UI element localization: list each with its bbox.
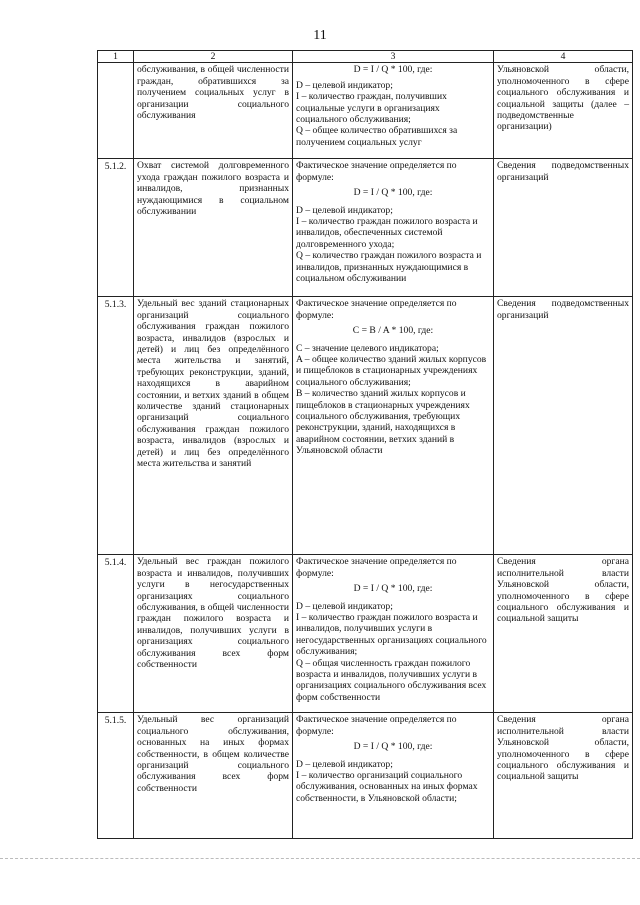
header-col-4: 4 (494, 51, 633, 63)
formula: D = I / Q * 100, где: (353, 187, 433, 199)
definition: B – количество зданий жилых корпусов и пищеблоков в стационарных учреждениях социального обслуживания, требующих реконструкции, зданий, находящихся в аварийном состоянии, ветхих зданий в Ульяновской области (296, 388, 470, 457)
table-row (98, 159, 633, 297)
definition: Q – общее количество обратившихся за получением социальных услуг (296, 125, 458, 148)
definition: I – количество граждан, получивших социальные услуги в организациях социального обслуживания; (296, 91, 447, 126)
table-row (98, 63, 633, 159)
method-cell (293, 713, 494, 839)
row-number: 5.1.5. (98, 713, 134, 839)
method-cell (293, 159, 494, 297)
definition: I – количество граждан пожилого возраста и инвалидов, получивших услуги в негосударственных организациях социального обслуживания; (296, 612, 487, 658)
page-number: 11 (313, 28, 327, 43)
formula: D = I / Q * 100, где: (353, 64, 433, 76)
formula: C = B / A * 100, где: (352, 325, 434, 337)
method-cell (293, 297, 494, 555)
source-text: Сведения подведомственных организаций (494, 159, 633, 297)
indicator-text: Удельный вес граждан пожилого возраста и инвалидов, получивших услуги в негосударственных организациях социального обслуживания, в общей численности граждан пожилого возраста и инвалидов, получивших услуги в организациях социального обслуживания всех форм собственности (134, 555, 293, 713)
table-row (98, 713, 633, 839)
definition: C – значение целевого индикатора; (296, 342, 439, 354)
scan-artifact-line (0, 858, 640, 860)
definition: I – количество организаций социального обслуживания, основанных на иных формах собственности, в Ульяновской области; (296, 770, 478, 804)
table-row (98, 555, 633, 713)
definition: I – количество граждан пожилого возраста и инвалидов, обеспеченных системой долговременного ухода; (296, 216, 478, 250)
source-text: Сведения органа исполнительной власти Ульяновской области, уполномоченного в сфере социального обслуживания и социальной защиты (494, 555, 633, 713)
definition: D – целевой индикатор; (296, 600, 393, 612)
source-text: Сведения органа исполнительной власти Ульяновской области, уполномоченного в сфере социального обслуживания и социальной защиты (494, 713, 633, 839)
definition: D – целевой индикатор; (296, 204, 393, 216)
definition: Q – общая численность граждан пожилого возраста и инвалидов, получивших услуги в организациях социального обслуживания всех форм собственности (296, 657, 487, 703)
indicator-text: обслуживания, в общей численности граждан, обратившихся за получением социальных услуг в организации социального обслуживания (134, 63, 293, 159)
formula: D = I / Q * 100, где: (353, 741, 433, 753)
table-header-row (98, 51, 633, 63)
row-number (98, 63, 134, 159)
indicator-text: Охват системой долговременного ухода граждан пожилого возраста и инвалидов, признанных нуждающимися в социальном обслуживании (134, 159, 293, 297)
definition: Q – количество граждан пожилого возраста и инвалидов, признанных нуждающимися в социальном обслуживании (296, 250, 482, 285)
method-cell (293, 555, 494, 713)
row-number: 5.1.2. (98, 159, 134, 297)
source-text: Ульяновской области, уполномоченного в сфере социального обслуживания и социальной защиты (далее – подведомственные организации) (494, 63, 633, 159)
source-text: Сведения подведомственных организаций (494, 297, 633, 555)
definition: D – целевой индикатор; (296, 758, 393, 770)
table-row (98, 297, 633, 555)
row-number: 5.1.4. (98, 555, 134, 713)
method-intro: Фактическое значение определяется по формуле: (296, 714, 457, 737)
indicators-table (97, 50, 633, 839)
definition: A – общее количество зданий жилых корпусов и пищеблоков в стационарных учреждениях социального обслуживания; (296, 354, 487, 388)
row-number: 5.1.3. (98, 297, 134, 555)
header-col-2: 2 (134, 51, 293, 63)
header-col-1: 1 (98, 51, 134, 63)
method-intro: Фактическое значение определяется по формуле: (296, 160, 457, 183)
method-intro: Фактическое значение определяется по формуле: (296, 298, 457, 321)
indicator-text: Удельный вес организаций социального обслуживания, основанных на иных формах собственности, в общем количестве организаций социального обслуживания всех форм собственности (134, 713, 293, 839)
method-cell (293, 63, 494, 159)
method-intro: Фактическое значение определяется по формуле: (296, 556, 457, 579)
indicator-text: Удельный вес зданий стационарных организаций социального обслуживания граждан пожилого возраста, инвалидов (взрослых и детей) и лиц без определённого места жительства и занятий, требующих реконструкции, зданий, находящихся в аварийном состоянии, и ветхих зданий в общем количестве зданий стационарных организаций социального обслуживания граждан пожилого возраста, инвалидов (взрослых и детей) и лиц без определённого места жительства и занятий (134, 297, 293, 555)
header-col-3: 3 (293, 51, 494, 63)
formula: D = I / Q * 100, где: (353, 583, 433, 595)
definition: D – целевой индикатор; (296, 79, 393, 91)
